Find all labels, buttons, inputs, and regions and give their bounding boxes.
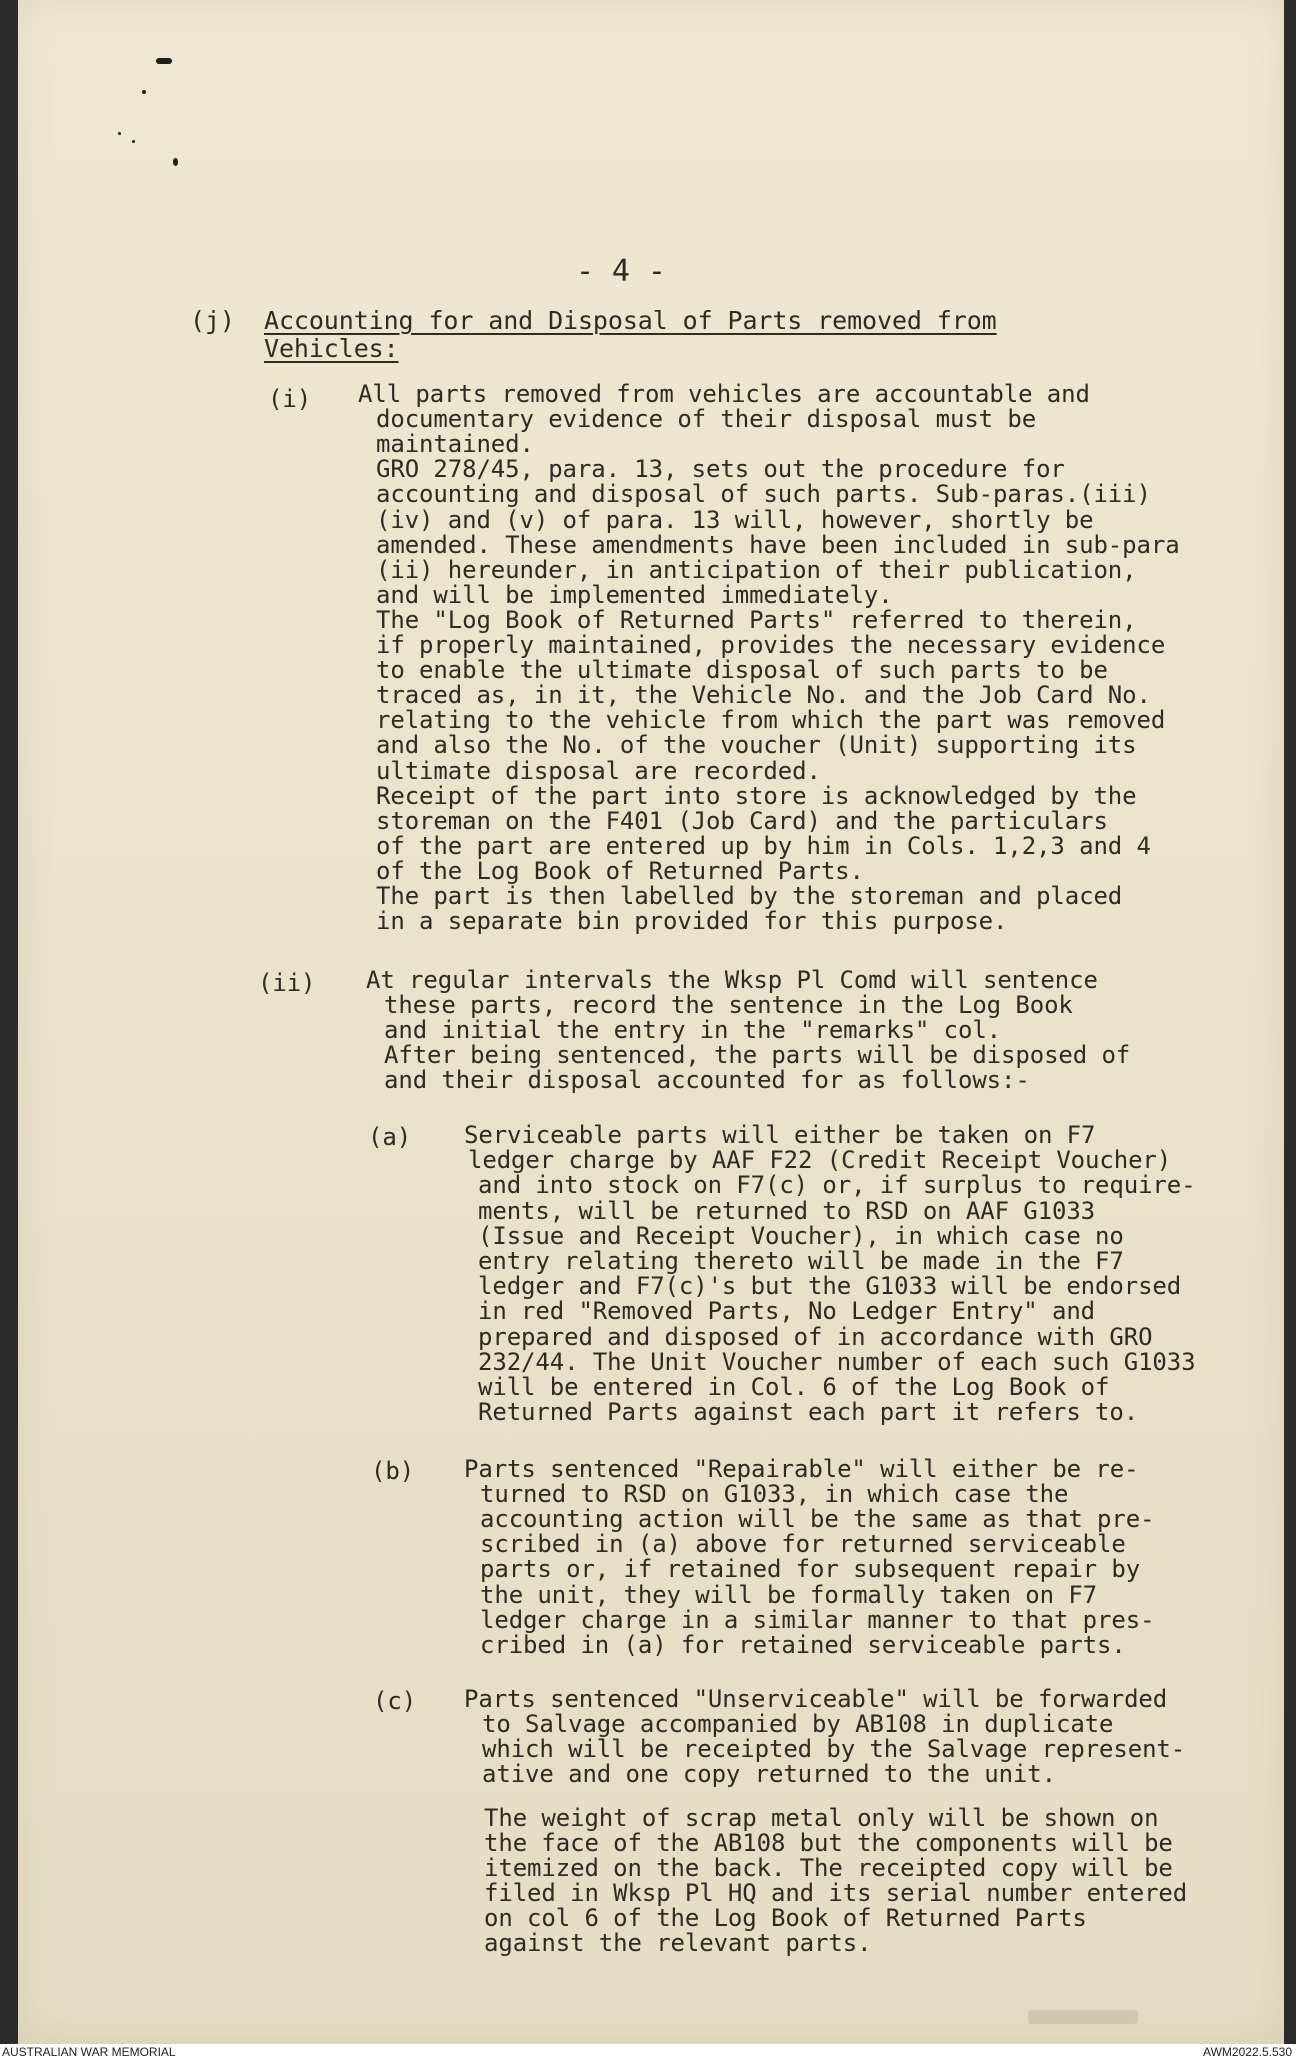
punch-hole-mark [156,58,172,64]
para-i-line: if properly maintained, provides the necessary evidence [376,631,1166,659]
para-i-line: in a separate bin provided for this purpose. [376,907,1008,936]
sub-a-line: Returned Parts against each part it refers to. [478,1398,1139,1427]
para-ii-line: these parts, record the sentence in the Log Book [384,991,1073,1020]
sub-c-label: (c) [373,1687,417,1715]
para-i-line: storeman on the F401 (Job Card) and the particulars [376,806,1108,835]
sub-c2-line: on col 6 of the Log Book of Returned Parts [484,1904,1087,1932]
sub-a-line: ledger charge by AAF F22 (Credit Receipt Voucher) [468,1146,1172,1175]
sub-c2-line: against the relevant parts. [484,1929,872,1957]
para-i-label: (i) [268,385,312,413]
sub-a-line: ledger and F7(c)'s but the G1033 will be endorsed [478,1272,1182,1301]
sub-c2-line: the face of the AB108 but the components will be [484,1829,1173,1857]
archive-footer [0,2044,1296,2061]
punch-hole-mark [173,158,178,166]
para-i-line: (ii) hereunder, in anticipation of their publication, [376,555,1137,584]
para-i-line: ultimate disposal are recorded. [376,756,821,785]
sub-c-line: Parts sentenced "Unserviceable" will be forwarded [464,1685,1168,1713]
sub-c2-line: itemized on the back. The receipted copy will be [484,1854,1173,1882]
para-i-line: of the part are entered up by him in Cols. 1,2,3 and 4 [376,831,1151,860]
para-i-line: relating to the vehicle from which the part was removed [376,706,1166,735]
para-i-line: Receipt of the part into store is acknowledged by the [376,781,1137,810]
para-i-line: documentary evidence of their disposal must be [376,405,1037,434]
para-i-line: The part is then labelled by the storeman and placed [376,882,1123,910]
document-page [18,0,1284,2044]
para-i-line: to enable the ultimate disposal of such parts to be [376,656,1108,685]
para-ii-line: and initial the entry in the "remarks" col. [384,1016,1002,1045]
sub-a-line: ments, will be returned to RSD on AAF G1033 [478,1196,1096,1225]
sub-a-label: (a) [368,1123,412,1151]
para-i-line: and also the No. of the voucher (Unit) supporting its [376,731,1137,760]
para-i-line: of the Log Book of Returned Parts. [376,856,864,885]
sub-a-line: Serviceable parts will either be taken on F7 [464,1121,1096,1149]
sub-b-line: parts or, if retained for subsequent repair by [480,1555,1141,1584]
footer-right: AWM2022.5.530 [1203,2045,1292,2059]
para-i-line: and will be implemented immediately. [376,580,893,609]
sub-b-line: turned to RSD on G1033, in which case the [480,1480,1069,1509]
sub-a-line: will be entered in Col. 6 of the Log Book of [478,1373,1110,1401]
sub-a-line: in red "Removed Parts, No Ledger Entry" and [478,1297,1096,1326]
sub-c-line: ative and one copy returned to the unit. [482,1760,1056,1788]
para-i-line: amended. These amendments have been included in sub-para [376,530,1180,559]
sub-a-line: entry relating thereto will be made in the F7 [478,1247,1124,1275]
sub-a-line: (Issue and Receipt Voucher), in which case no [478,1221,1124,1250]
para-i-line: (iv) and (v) of para. 13 will, however, shortly be [376,505,1094,534]
para-i-line: maintained. [376,430,534,459]
sub-b-label: (b) [371,1457,415,1485]
sub-a-line: and into stock on F7(c) or, if surplus to require- [478,1171,1196,1200]
sub-b-line: accounting action will be the same as that pre- [480,1505,1155,1534]
page-number: - 4 - [576,254,666,289]
punch-hole-mark [118,132,121,135]
para-ii-line: At regular intervals the Wksp Pl Comd will sentence [366,966,1098,994]
sub-b-line: Parts sentenced "Repairable" will either be re- [464,1455,1139,1483]
sub-a-line: prepared and disposed of in accordance with GRO [478,1322,1153,1351]
para-i-line: The "Log Book of Returned Parts" referred to therein, [376,605,1137,634]
sub-b-line: ledger charge in a similar manner to that pres- [480,1605,1155,1634]
section-title-line1: Accounting for and Disposal of Parts removed from [264,306,997,335]
sub-c2-line: filed in Wksp Pl HQ and its serial number entered [484,1879,1188,1907]
para-i-line: All parts removed from vehicles are accountable and [358,380,1090,408]
para-i-line: GRO 278/45, para. 13, sets out the procedure for [376,455,1065,484]
sub-c2-line: The weight of scrap metal only will be shown on [484,1804,1159,1832]
punch-hole-mark [132,140,135,143]
section-title-line2: Vehicles: [264,334,399,363]
para-ii-line: After being sentenced, the parts will be disposed of [384,1041,1131,1070]
para-i-line: accounting and disposal of such parts. Sub-paras.(iii) [376,480,1151,509]
sub-a-line: 232/44. The Unit Voucher number of each such G1033 [478,1347,1196,1376]
sub-c-line: to Salvage accompanied by AB108 in duplicate [482,1710,1114,1738]
footer-left: AUSTRALIAN WAR MEMORIAL [2,2045,176,2059]
faint-stamp-mark [1028,2010,1138,2024]
para-i-line: traced as, in it, the Vehicle No. and the Job Card No. [376,681,1151,710]
para-ii-label: (ii) [258,969,316,997]
para-ii-line: and their disposal accounted for as follows:- [384,1066,1030,1095]
sub-b-line: the unit, they will be formally taken on F7 [480,1580,1098,1609]
section-label: (j) [190,306,235,335]
punch-hole-mark [142,90,146,94]
sub-b-line: cribed in (a) for retained serviceable parts. [480,1630,1126,1659]
sub-c-line: which will be receipted by the Salvage represent- [482,1735,1186,1763]
sub-b-line: scribed in (a) above for returned serviceable [480,1530,1126,1559]
